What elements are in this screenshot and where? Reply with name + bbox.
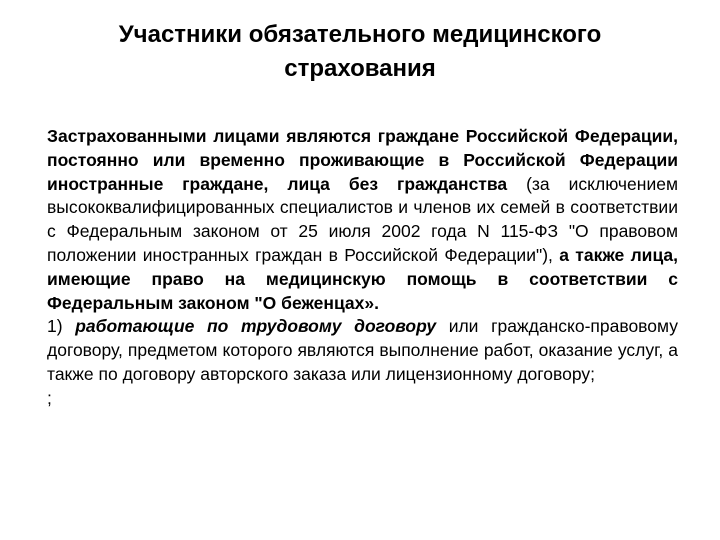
refugees-clause: а также лица, имеющие право на медицинскую помощь в соответствии с Федеральным законом "О беженцах».	[47, 244, 679, 313]
insured-persons-definition: Застрахованными лицами являются граждане Российской Федерации, постоянно или временно проживающие в Российской Федерации иностранные граждане, лица без гражданства	[47, 126, 678, 194]
title-line-2: страхования	[284, 55, 436, 82]
paragraph-insured-persons	[47, 125, 678, 315]
exclusion-clause: (за исключением высококвалифицированных специалистов и членов их семей в соответствии с Федеральным законом от 25 июля 2002 года N 115-ФЗ "О правовом положении иностранных граждан в Российской Федерации"),	[47, 173, 678, 265]
item-1-rest: или гражданско-правовому договору, предметом которого являются выполнение работ, оказание услуг, а также по договору авторского заказа или лицензионному договору;	[47, 316, 678, 384]
paragraph-item-1	[47, 315, 678, 386]
slide-body	[47, 125, 678, 411]
title-line-1: Участники обязательного медицинского	[118, 21, 602, 48]
slide-title	[40, 18, 680, 86]
paragraph-semicolon: ;	[47, 387, 52, 408]
employment-contract-text: работающие по трудовому договору	[75, 316, 437, 337]
item-number: 1)	[47, 316, 76, 337]
